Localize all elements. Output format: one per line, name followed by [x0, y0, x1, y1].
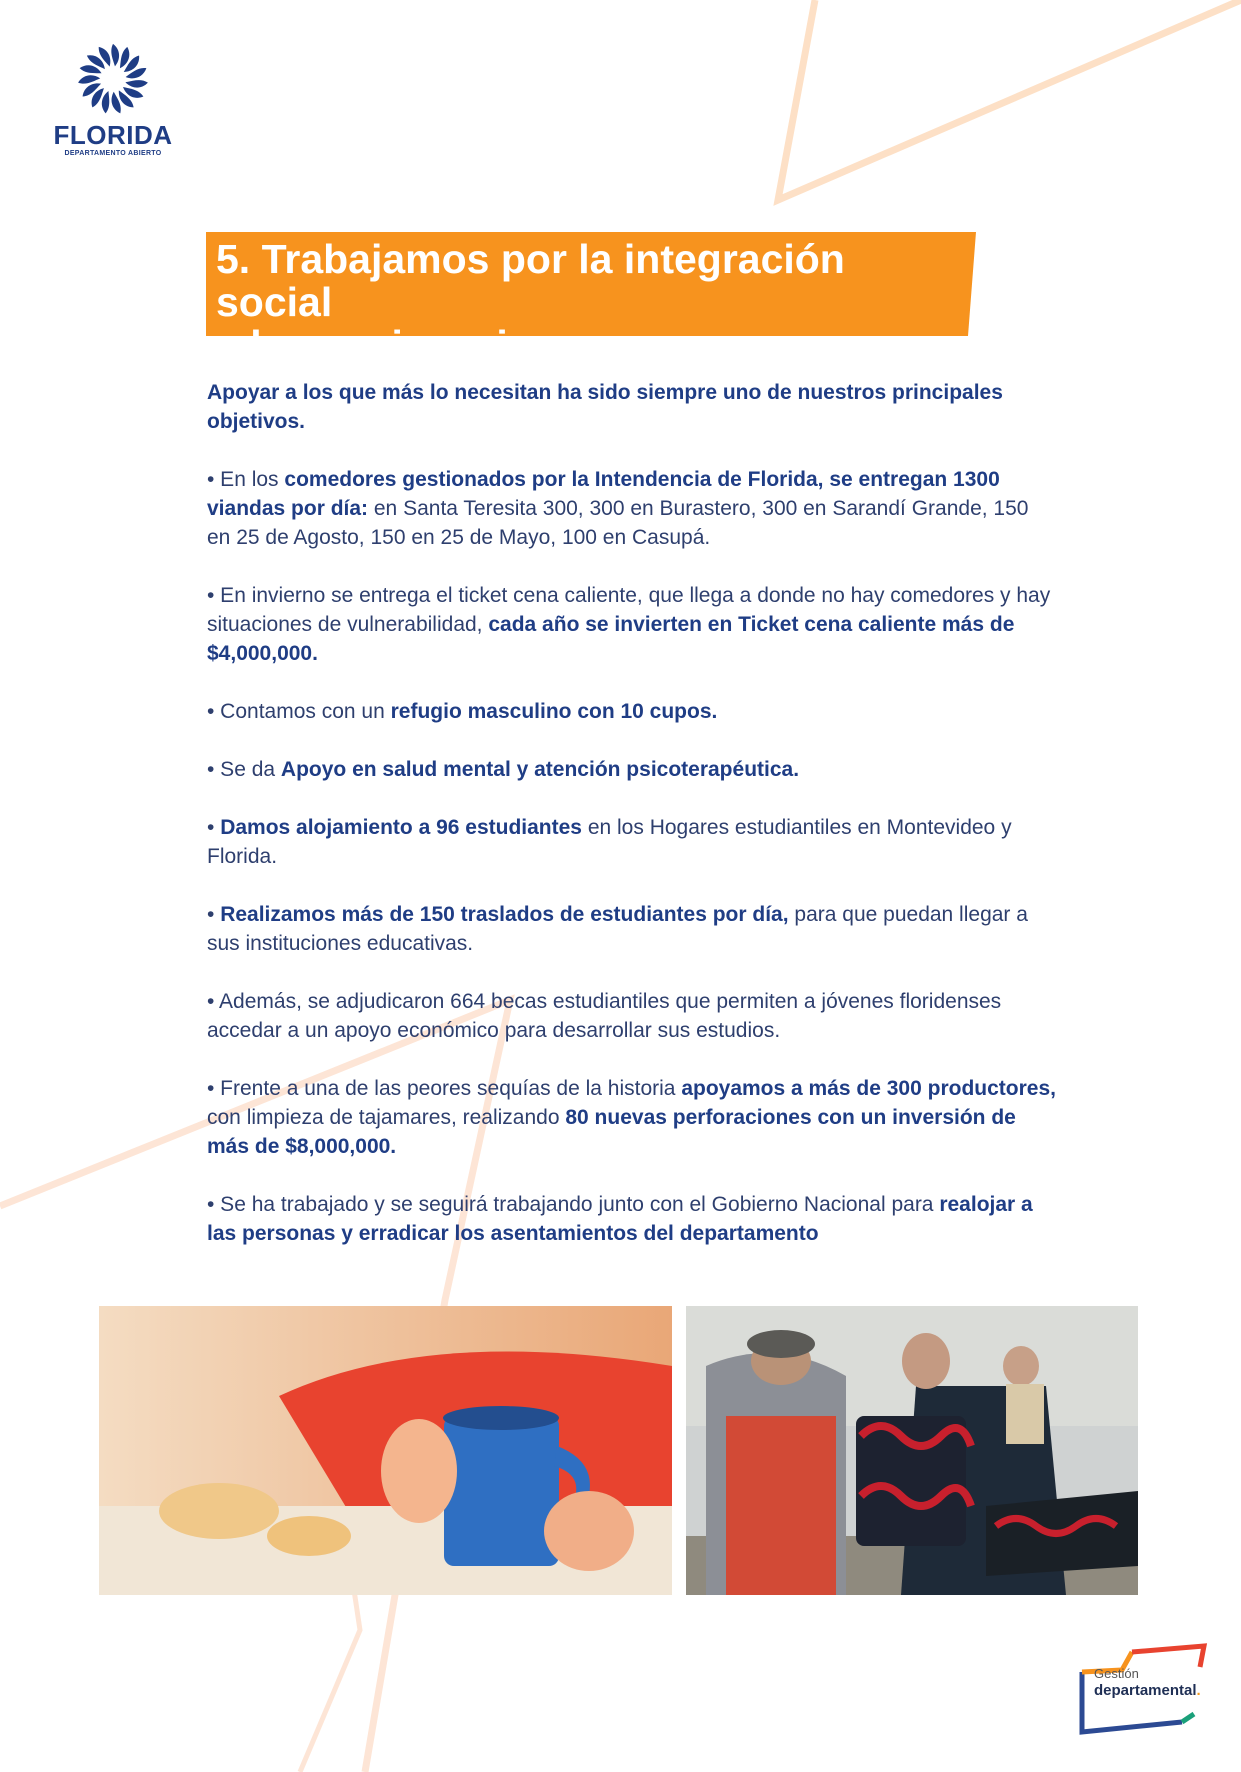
- section-title-line1: 5. Trabajamos por la integración social: [216, 236, 845, 325]
- bullet-text: • Se ha trabajado y se seguirá trabajando junto con el Gobierno Nacional para: [207, 1193, 940, 1216]
- bullet-text: • Contamos con un: [207, 700, 391, 723]
- bullet-text: • Además, se adjudicaron 664 becas estudiantiles que permiten a jóvenes floridenses accedar a un apoyo económico para desarrollar sus estudios.: [207, 990, 1002, 1042]
- gestion-departamental-logo: [1062, 1632, 1212, 1742]
- main-content: [207, 378, 1057, 1277]
- bullet-text: con limpieza de tajamares, realizando: [207, 1106, 566, 1129]
- bullet-item: [207, 1074, 1057, 1161]
- bullet-item: [207, 697, 1057, 726]
- bullet-item: [207, 581, 1057, 668]
- bullet-text: en los Hogares estudiantiles en Montevideo y Florida.: [207, 816, 1012, 868]
- photo-child-with-cup: [99, 1306, 672, 1595]
- bullet-text: • Frente a una de las peores sequías de la historia: [207, 1077, 682, 1100]
- section-title-line2: y la convivencia: [216, 322, 531, 368]
- gestion-label: Gestión: [1094, 1666, 1139, 1681]
- section-title: [216, 238, 956, 367]
- bullet-text-bold: cada año se invierten en Ticket cena caliente más de $4,000,000.: [207, 613, 1015, 665]
- sun-swirl-icon: [74, 40, 152, 118]
- bullet-item: [207, 1190, 1057, 1248]
- bullet-text-bold: realojar a las personas y erradicar los asentamientos del departamento: [207, 1193, 1033, 1245]
- lead-paragraph: Apoyar a los que más lo necesitan ha sido siempre uno de nuestros principales objetivos.: [207, 381, 1003, 433]
- bullet-text: •: [207, 816, 221, 839]
- section-title-banner: [206, 232, 976, 368]
- bullet-text-bold: apoyamos a más de 300 productores,: [681, 1077, 1056, 1100]
- bullet-item: [207, 465, 1057, 552]
- bullet-item: [207, 813, 1057, 871]
- bullet-text-bold: Apoyo en salud mental y atención psicoterapéutica.: [280, 758, 800, 781]
- logo-tagline: DEPARTAMENTO ABIERTO: [64, 150, 162, 157]
- bullet-item: [207, 755, 1057, 784]
- bullet-list: [207, 465, 1057, 1248]
- bullet-text: en Santa Teresita 300, 300 en Burastero, 300 en Sarandí Grande, 150 en 25 de Agosto, 150 en 25 de Mayo, 100 en Casupá.: [207, 497, 1029, 549]
- bullet-text: •: [207, 903, 221, 926]
- bullet-text: • En los: [207, 468, 285, 491]
- logo-name: FLORIDA: [53, 120, 173, 150]
- bullet-text-bold: 80 nuevas perforaciones con un inversión de más de $8,000,000.: [207, 1106, 1016, 1158]
- bullet-text: para que puedan llegar a sus instituciones educativas.: [207, 903, 1028, 955]
- bullet-item: [207, 987, 1057, 1045]
- bullet-text-bold: comedores gestionados por la Intendencia de Florida, se entregan 1300 viandas por día:: [207, 468, 1000, 520]
- departamental-label: [1094, 1682, 1201, 1699]
- florida-logo: [48, 40, 178, 170]
- bullet-text-bold: Damos alojamiento a 96 estudiantes: [220, 816, 582, 839]
- bullet-text-bold: refugio masculino con 10 cupos.: [390, 700, 718, 723]
- bullet-text: • Se da: [207, 758, 281, 781]
- photo-men-with-blankets: [686, 1306, 1138, 1595]
- departamental-dot: .: [1196, 1682, 1201, 1699]
- bullet-text: • En invierno se entrega el ticket cena caliente, que llega a donde no hay comedores y hay situaciones de vulnerabilidad,: [207, 584, 1051, 636]
- bullet-item: [207, 900, 1057, 958]
- departamental-text: departamental: [1094, 1682, 1197, 1699]
- bullet-text-bold: Realizamos más de 150 traslados de estudiantes por día,: [220, 903, 789, 926]
